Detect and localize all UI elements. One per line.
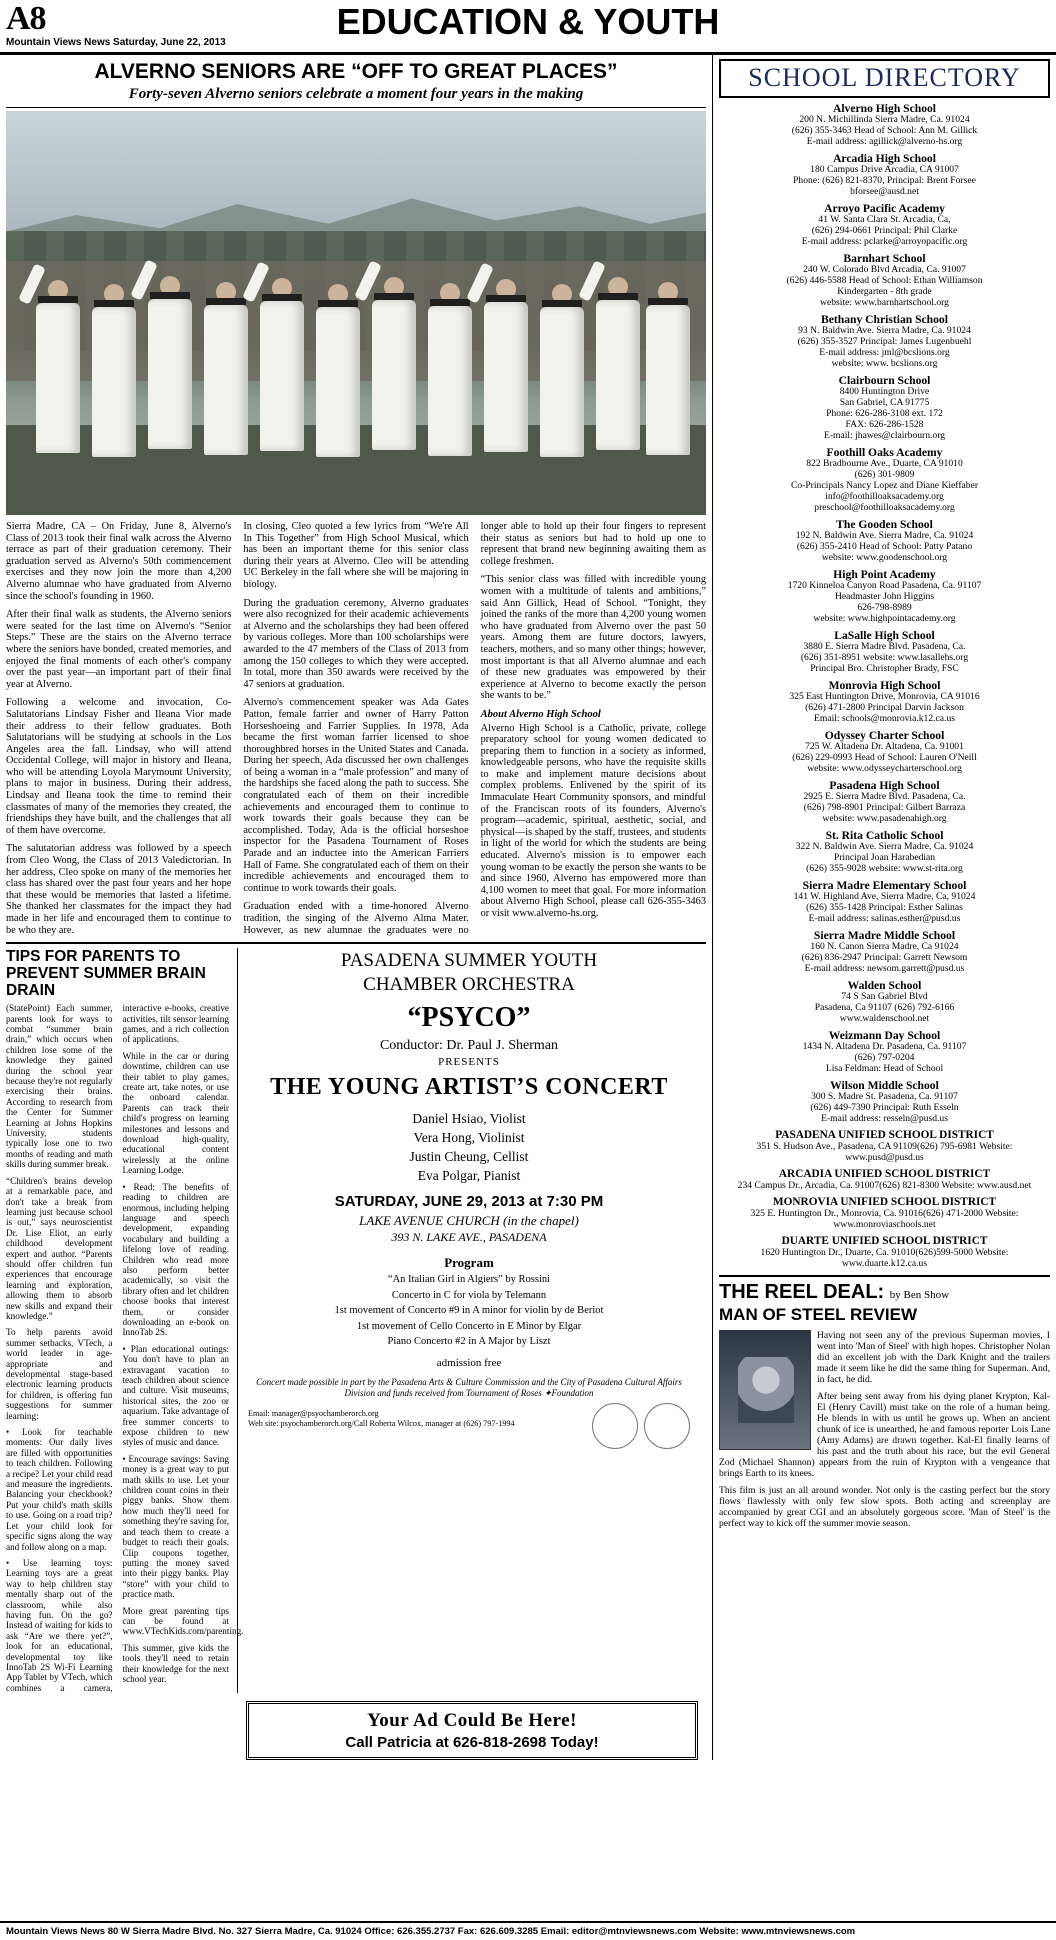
district-entry [719,1169,1050,1191]
school-name: Alverno High School [832,102,937,115]
tips-paragraph: • Look for teachable moments: Our daily lives are filled with opportunities to teach children. Following a recipe? Let your child read and measure the ingredients. Balancing your checkbook? Put your child's math skills to use. Going on a road trip? Let your child look for specific signs along the way and follow along on a map. [6,1427,113,1552]
school-detail-line: 180 Campus Drive Arcadia, CA 91007 [810,164,959,175]
school-name: St. Rita Catholic School [825,829,944,842]
masthead [0,0,1056,55]
school-detail-line: 2925 E. Sierra Madre Blvd. Pasadena, Ca. [803,791,966,802]
reel-title [719,1281,1050,1304]
school-detail-line: (626) 798-8901 Principal: Gilbert Barraza [803,802,966,813]
district-detail-line: 351 S. Hudson Ave., Pasadena, CA 91109 [756,1141,917,1152]
reel-body [719,1330,1050,1529]
district-detail-line: 325 E. Huntington Dr., Monrovia, Ca. 91016 [750,1208,923,1219]
tips-paragraph: While in the car or during downtime, children can use their tablet to play games, create art, take notes, or use the onboard calendar. Parents can track their child's progress on learning milestones and lessons and download high-quality, educational content wirelessly at the online Learning Lodge. [122,1050,229,1176]
school-detail-line: (626) 355-3463 Head of School: Ann M. Gillick [791,125,978,136]
school-detail-line: Kindergarten - 8th grade [837,286,932,297]
district-list [719,1130,1050,1269]
district-detail-line: (626) 821-8300 Website: www.ausd.net [879,1180,1032,1191]
district-entry [719,1236,1050,1269]
school-detail-line: Principal Bro. Christopher Brady, FSC [810,663,959,674]
page-number: A8 [6,0,46,37]
program-item: 1st movement of Concerto #9 in A minor for violin by de Beriot [334,1305,604,1317]
orchestra-nickname: “PSYCO” [407,1002,531,1034]
admission-note: admission free [436,1356,502,1369]
school-detail-line: info@foothilloaksacademy.org [825,491,944,502]
school-detail-line: 3880 E. Sierra Madre Blvd. Pasadena, Ca. [803,641,966,652]
school-detail-line: 325 East Huntington Drive, Monrovia, CA 91016 [789,691,980,702]
about-subhead: About Alverno High School [480,708,601,720]
contact-website: Web site: psyochamberorch.org/Call Roberta Wilcox, manager at (626) 797-1994 [248,1418,515,1428]
school-detail-line: Phone: 626-286-3108 ext. 172 [826,408,943,419]
school-name: Weizmann Day School [828,1029,941,1042]
program-item: 1st movement of Cello Concerto in E Minor by Elgar [356,1320,582,1332]
concert-title: THE YOUNG ARTIST’S CONCERT [270,1074,668,1101]
school-detail-line: E-mail address: newsom.garrett@pusd.us [804,963,965,974]
reel-title-text: THE REEL DEAL: [719,1281,885,1303]
house-ad-line2: Call Patricia at 626-818-2698 Today! [345,1734,599,1752]
district-name: PASADENA UNIFIED SCHOOL DISTRICT [775,1129,994,1141]
school-detail-line: E-mail address: jml@bcslions.org [819,347,950,358]
district-entry [719,1197,1050,1230]
school-entry [719,630,1050,674]
concert-datetime: SATURDAY, JUNE 29, 2013 at 7:30 PM [334,1193,604,1211]
school-detail-line: E-mail address: agillick@alverno-hs.org [806,136,963,147]
lead-headline: ALVERNO SENIORS ARE “OFF TO GREAT PLACES” [94,60,618,83]
school-detail-line: www.waldenschool.net [839,1013,930,1024]
school-detail-line: website: www.odysseycharterschool.org [807,763,962,774]
article-paragraph: Sierra Madre, CA – On Friday, June 8, Alverno's Class of 2013 took their final walk across the Alverno terrace as part of their graduation ceremony. Their graduation served as Alverno's 50th commencement exercises and they now join the more than 4,200 Alverno alumnae who have graduated from Alverno since the school's founding in 1960. [6,521,232,602]
lead-article [6,521,706,936]
school-detail-line: (626) 471-2800 Principal Darvin Jackson [805,702,964,713]
school-name: High Point Academy [833,568,936,581]
tips-body [6,1003,244,1693]
reel-paragraph: Having not seen any of the previous Superman movies, I went into 'Man of Steel' with high hopes. Christopher Nolan did an excellent job with the Dark Knight and the trailers made it seem like he did the same thing for Superman. And, in fact, he did. [817,1330,1050,1385]
school-detail-line: Principal Joan Harabedian [833,852,936,863]
district-detail-line: 1620 Huntington Dr., Duarte, Ca. 91010 [760,1247,916,1258]
school-detail-line: 200 N. Michillinda Sierra Madre, Ca. 91024 [799,114,970,125]
school-detail-line: 41 W. Santa Clara St. Arcadia, Ca, [818,214,951,225]
school-detail-line: Pasadena, Ca 91107 (626) 792-6166 [814,1002,955,1013]
performer-name: Daniel Hsiao, Violist [412,1111,526,1127]
school-detail-line: 822 Bradbourne Ave., Duarte, CA 91010 [806,458,963,469]
school-name: LaSalle High School [834,629,935,642]
article-paragraph: In closing, Cleo quoted a few lyrics from “We're All In This Together” from High School Musical, which has been an important theme for this senior class during their years at Alverno. Cleo will be attending UC Berkeley in the fall where she will be majoring in biology. [243,521,469,590]
contact-email: Email: manager@psyochamberorch.org [248,1408,379,1418]
school-detail-line: website: www.pasadenahigh.org [822,813,947,824]
school-name: Pasadena High School [829,779,940,792]
tips-paragraph: To help parents avoid summer setbacks, VTech, a world leader in age-appropriate and developmental stage-based electronic learning products for children, is offering fun suggestions for summer learning: [6,1327,113,1421]
school-entry [719,519,1050,563]
school-name: Barnhart School [843,252,926,265]
school-detail-line: (626) 351-8951 website: www.lasallehs.org [800,652,969,663]
school-detail-line: 300 S. Madre St. Pasadena, Ca. 91107 [811,1091,958,1102]
school-detail-line: 74 S San Gabriel Blvd [841,991,928,1002]
school-detail-line: E-mail address: salinas.esther@pusd.us [808,913,961,924]
program-item: “An Italian Girl in Algiers” by Rossini [387,1274,551,1286]
tips-paragraph: More great parenting tips can be found at www.VTechKids.com/parenting. [122,1605,244,1637]
article-paragraph: Alverno's commencement speaker was Ada Gates Patton, female farrier and owner of Harry Patton Horseshoeing and Farrier Supplies. In 1978, Ada became the first woman farrier licensed to shoe thoroughbred horses in the United States and Canada. During her speech, Ada discussed her own challenges of being a woman in a “male profession” and many of the hardships she faced along the path to success. She congratulated each of them on their incredible achievements and encouraged them to continue to work towards their goals because they can be accomplished. Today, Ada is the official horseshoe inspector for the Pasadena Tournament of Roses Parade and an inductee into the American Farriers Hall of Fame. She congratulated each of them on their incredible achievements and encouraged them to continue to work towards their goals. [243,697,469,894]
school-detail-line: 192 N. Baldwin Ave. Sierra Madre, Ca. 91024 [795,530,974,541]
school-detail-line: bforsee@ausd.net [850,186,919,197]
seal-icon [644,1403,690,1449]
district-detail-line: 234 Campus Dr., Arcadia, Ca. 91007 [737,1180,880,1191]
page-footer: Mountain Views News 80 W Sierra Madre Blvd. No. 327 Sierra Madre, Ca. 91024 Office: 626.355.2737 Fax: 626.609.3285 Email: editor@mtnviewsnews.com Website: www.mtnviewsnews.com [0,1921,1056,1940]
school-detail-line: (626) 836-2947 Principal: Garrett Newsom [801,952,968,963]
school-entry [719,103,1050,147]
school-entry [719,780,1050,824]
school-detail-line: website: www.highpointacademy.org [813,613,956,624]
school-detail-line: Lisa Feldman: Head of School [825,1063,944,1074]
movie-poster-image [719,1330,811,1450]
school-detail-line: (626) 355-3527 Principal: James Lugenbuehl [797,336,972,347]
school-detail-line: preschool@foothilloaksacademy.org [814,502,955,513]
school-detail-line: (626) 229-0993 Head of School: Lauren O'Neill [792,752,977,763]
school-entry [719,1080,1050,1124]
school-detail-line: 240 W. Colorado Blvd Arcadia, Ca. 91007 [803,264,966,275]
about-paragraph: Alverno High School is a Catholic, private, college preparatory school for young women dedicated to preparing them to function in a society as informed, knowledgeable persons, who have the requisite skills to make and implement mature decisions about complex problems. Enlivened by the spirit of its Immaculate Heart Community sponsors, and mindful of the Franciscan roots of its founders, Alverno's program—academic, spiritual, aesthetic, social, and physical—is shaped by the staff, trustees, and students in light of the world for which the students are being educated. Alverno's mission is to empower each young woman to be exactly the person she wants to be and since 1960, Alverno has empowered more than 4,100 women to meet that goal. For more information about Alverno High School, please call 626-355-3463 or visit www.alverno-hs.org. [480,722,706,919]
school-detail-line: (626) 355-2410 Head of School: Patty Patano [796,541,973,552]
school-entry [719,569,1050,624]
school-detail-line: (626) 797-0204 [854,1052,915,1063]
school-list [719,103,1050,1124]
school-name: Monrovia High School [828,679,941,692]
school-detail-line: Email: schools@monrovia.k12.ca.us [814,713,955,724]
reel-byline: by Ben Show [889,1289,950,1301]
tips-title: TIPS FOR PARENTS TO PREVENT SUMMER BRAIN DRAIN [6,948,206,1000]
publication-line: Mountain Views News Saturday, June 22, 2013 [6,37,226,48]
left-column [6,55,706,1760]
school-detail-line: (626) 301-9809 [854,469,915,480]
presents-label: PRESENTS [438,1056,500,1069]
article-paragraph: “This senior class was filled with incredible young women with a multitude of talents and ambitions,” said Ann Gillick, Head of School. “Tonight, they joined the ranks of the more than 4,200 young women who have graduated from Alverno over the past 50 years. Among them are future doctors, lawyers, teachers, mothers, and so many other things; however, most important is that all Alverno alumnae and each of these new graduates was empowered by their experience at Alverno to become exactly the person she wants to be.” [480,574,706,702]
school-detail-line: Phone: (626) 821-8370, Principal: Brent Forsee [793,175,976,186]
graduation-photo [6,111,706,515]
school-detail-line: FAX: 626-286-1528 [845,419,924,430]
district-detail-line: (626)599-5000 Website: www.duarte.k12.ca.us [841,1247,1009,1269]
masthead-left [6,2,306,48]
tips-paragraph: (StatePoint) Each summer, parents look for ways to combat “summer brain drain,” which occurs when children lose some of the knowledge they gained during the school year because they're not regularly exercising their brains. According to research from the Center for Summer Learning at Johns Hopkins University, students typically lose one to two months of reading and math skills during summer break. [6,1003,113,1170]
school-entry [719,680,1050,724]
school-entry [719,980,1050,1024]
program-heading: Program [444,1255,494,1271]
school-entry [719,153,1050,197]
school-entry [719,253,1050,308]
school-name: Clairbourn School [838,374,931,387]
masthead-right [750,2,1050,48]
conductor-name: Conductor: Dr. Paul J. Sherman [379,1038,559,1054]
tips-article [6,948,244,1693]
school-detail-line: 93 N. Baldwin Ave. Sierra Madre, Ca. 91024 [798,325,971,336]
school-detail-line: 626-798-8989 [857,602,912,613]
school-detail-line: 1720 Kinneloa Canyon Road Pasadena, Ca. 91107 [787,580,982,591]
performer-name: Vera Hong, Violinist [413,1130,525,1146]
tips-paragraph: • Read: The benefits of reading to children are enormous, including helping language and speech development, expanding vocabulary and building a lifelong love of reading. Children who read more also perform better academically, so visit the library often and let children choose books that interest them, or consider downloading an e-book on InnoTab 2S. [122,1181,229,1338]
school-detail-line: 725 W. Altadena Dr. Altadena, Ca. 91001 [805,741,964,752]
school-detail-line: Co-Principals Nancy Lopez and Diane Kieffaber [790,480,979,491]
reel-subtitle: MAN OF STEEL REVIEW [719,1305,918,1324]
divider [6,107,706,108]
tips-paragraph: • Plan educational outings: You don't have to plan an extravagant vacation to teach children about science and culture. Visit museums, historical sites, the zoo or aquarium. Take advantage of free summer concerts to expose children to new styles of music and dance. [122,1343,229,1448]
performer-name: Justin Cheung, Cellist [409,1149,529,1165]
school-detail-line: (626) 294-0661 Principal: Phil Clarke [811,225,958,236]
program-item: Piano Concerto #2 in A Major by Liszt [387,1336,551,1348]
seal-icon [592,1403,638,1449]
performer-name: Eva Polgar, Pianist [417,1168,521,1184]
school-entry [719,1030,1050,1074]
concert-ad [238,948,690,1693]
reel-paragraph: This film is just an all around wonder. Not only is the casting perfect but the story flows flawlessly with only few slow spots. Both acting and screenplay are accompanied by great CGI and an absolutely gorgeous score. 'Man of Steel' is the perfect way to kick off the summer movie season. [719,1485,1050,1529]
school-name: Arroyo Pacific Academy [824,202,945,215]
tips-paragraph: This summer, give kids the tools they'll need to retain their knowledge for the next school year. [122,1642,229,1684]
tips-paragraph: • Encourage savings: Saving money is a great way to put math skills to use. Let your children count coins in their piggy banks. Show them how much they'll need for something they're saving for, and teach them to create a budget to reach their goals. Clip coupons together, putting the money saved into their piggy banks. Play “store” with your child to practice math. [122,1453,229,1600]
reel-deal-column [719,1275,1050,1529]
school-name: Wilson Middle School [830,1079,939,1092]
article-paragraph: Following a welcome and invocation, Co-Salutatorians Lindsay Fisher and Ileana Vior made their address to their fellow graduates. Both Salutatorians will be studying at schools in the Los Angeles area the fall. Lindsay, who will attend Occidental College, will major in history and Ileana, who will be attending Loyola Marymount University, plans to major in business. During their address, Lindsay and Ileana took the time to remind their classmates of many of the memories they created, the friendships they have built, and the challenges that all of them have overcome. [6,697,232,836]
lead-subhead: Forty-seven Alverno seniors celebrate a moment four years in the making [128,86,584,102]
district-detail-line: (626) 471-2000 Website: www.monroviaschools.net [833,1208,1019,1230]
section-title: EDUCATION & YOUTH [336,1,720,42]
district-entry [719,1130,1050,1163]
school-detail-line: E-mail: jhawes@clairbourn.org [823,430,946,441]
district-name: ARCADIA UNIFIED SCHOOL DISTRICT [778,1168,991,1180]
school-detail-line: 1434 N. Altadena Dr. Pasadena, Ca. 91107 [802,1041,967,1052]
school-entry [719,447,1050,513]
article-paragraph: After their final walk as students, the Alverno seniors were seated for the last time on Alverno's “Senior Steps.” These are the stairs on the Alverno terrace where the seniors have bonded, created memories, and enjoyed the final moments of each other's company over the past year—an important part of their final year at Alverno. [6,609,232,690]
school-detail-line: 141 W. Highland Ave, Sierra Madre, Ca, 91024 [793,891,976,902]
school-entry [719,930,1050,974]
school-detail-line: website: www.goodenschool.org [821,552,948,563]
orchestra-name-line1: PASADENA SUMMER YOUTH [340,950,598,972]
school-detail-line: E-mail address: pclarke@arroyopacific.org [801,236,968,247]
school-entry [719,375,1050,441]
school-name: Odyssey Charter School [824,729,945,742]
concert-venue: LAKE AVENUE CHURCH (in the chapel) [359,1213,579,1229]
school-name: Bethany Christian School [821,313,948,326]
school-detail-line: website: www. bcslions.org [831,358,938,369]
district-name: MONROVIA UNIFIED SCHOOL DISTRICT [772,1196,997,1208]
district-detail-line: (626) 795-6981 Website: www.pusd@pusd.us [845,1141,1013,1163]
school-detail-line: (626) 355-1428 Principal: Esther Salinas [806,902,963,913]
school-name: Sierra Madre Middle School [813,929,956,942]
school-name: Arcadia High School [833,152,936,165]
school-name: Sierra Madre Elementary School [802,879,967,892]
article-paragraph: During the graduation ceremony, Alverno graduates were also recognized for their academic achievements at Alverno and the scholarships they had been offered by various colleges. More than 100 scholarships were awarded to the 47 members of the Class of 2013 from among the 150 colleges to which they were accepted. In total, more than 350 awards were received by the 47 seniors at graduation. [243,597,469,690]
school-detail-line: San Gabriel, CA 91775 [839,397,930,408]
tips-paragraph: • Use learning toys: Learning toys are a great way to help children stay mentally sharp out of the classroom, while also having fun. On the go? Instead of waiting for kids to ask “Are we there yet?”, look for an educational, developmental toy like InnoTab 2S Wi-Fi Learning App Tablet by VTech, which combines a camera, interactive e-books, creative activities, tilt sensor learning games, and a rich collection of applications. [6,1003,229,1693]
school-detail-line: Headmaster John Higgins [834,591,935,602]
school-directory-column [712,55,1050,1760]
lower-left-section [6,942,706,1693]
school-detail-line: (626) 449-7390 Principal: Ruth Esseln [810,1102,959,1113]
school-entry [719,880,1050,924]
school-detail-line: 8400 Huntington Drive [839,386,930,397]
district-name: DUARTE UNIFIED SCHOOL DISTRICT [781,1235,988,1247]
school-name: The Gooden School [836,518,933,531]
article-paragraph: Graduation ended with a time-honored Alverno tradition, the singing of the Alverno Alma Mater. However, as new alumnae the graduates were no longer able to hold up their four fingers to represent their status as seniors but had to hold up one to represent that brand new beginning awaiting them as college freshmen. [243,521,706,936]
orchestra-name-line2: CHAMBER ORCHESTRA [363,974,575,996]
school-name: Foothill Oaks Academy [826,446,943,459]
school-detail-line: website: www.barnhartschool.org [820,297,949,308]
house-ad[interactable] [246,1701,698,1760]
house-ad-line1: Your Ad Could Be Here! [367,1710,577,1732]
school-detail-line: E-mail address: resseln@pusd.us [821,1113,948,1124]
reel-paragraph: After being sent away from his dying planet Krypton, Kal-El (Henry Cavill) must take on the role of a human being. He blends in with us until he grows up. When an ancient chunk of ice is unearthed, he and famous reporter Lois Lane (Amy Adams) are drawn together. Kal-El finally learns of his past and the truth about his race, but the evil General Zod (Michael Shannon) appears from the ruin of Krypton with a vengeance that brings Earth to its knees. [719,1391,1050,1479]
school-detail-line: 160 N. Canon Sierra Madre, Ca 91024 [810,941,959,952]
school-name: Walden School [847,979,922,992]
school-detail-line: 322 N. Baldwin Ave. Sierra Madre, Ca. 91024 [795,841,974,852]
directory-header: SCHOOL DIRECTORY [719,59,1050,98]
tips-paragraph: “Children's brains develop at a remarkable pace, and don't take a break from learning just because school is out,” says neuroscientist Dr. Lise Eliot, an early childhood development expert and author. “Parents should offer children fun experiences that encourage learning and exploration, allowing them to absorb new skills and expand their knowledge.” [6,1175,113,1321]
concert-address: 393 N. LAKE AVE., PASADENA [391,1230,547,1245]
school-entry [719,830,1050,874]
photo-graduates [6,229,706,459]
school-detail-line: (626) 355-9028 website: www.st-rita.org [806,863,963,874]
school-entry [719,730,1050,774]
sponsor-credit: Concert made possible in part by the Pasadena Arts & Culture Commission and the City of Pasadena Cultural Affairs Division and funds received from Tournament of Roses ✦Foundation [256,1376,682,1398]
article-paragraph: The salutatorian address was followed by a speech from Cleo Wong, the Class of 2013 Valedictorian. In her address, Cleo spoke on many of the memories her class has shared over the past four years and her hope that these would be memories that lasted a lifetime. She thanked her classmates for the impact they had made in her life and encouraged them to continue to be who they are. [6,843,232,936]
school-entry [719,314,1050,369]
program-item: Concerto in C for viola by Telemann [391,1289,547,1301]
school-entry [719,203,1050,247]
school-detail-line: (626) 446-5588 Head of School: Ethan Williamson [786,275,983,286]
page-body [0,55,1056,1760]
